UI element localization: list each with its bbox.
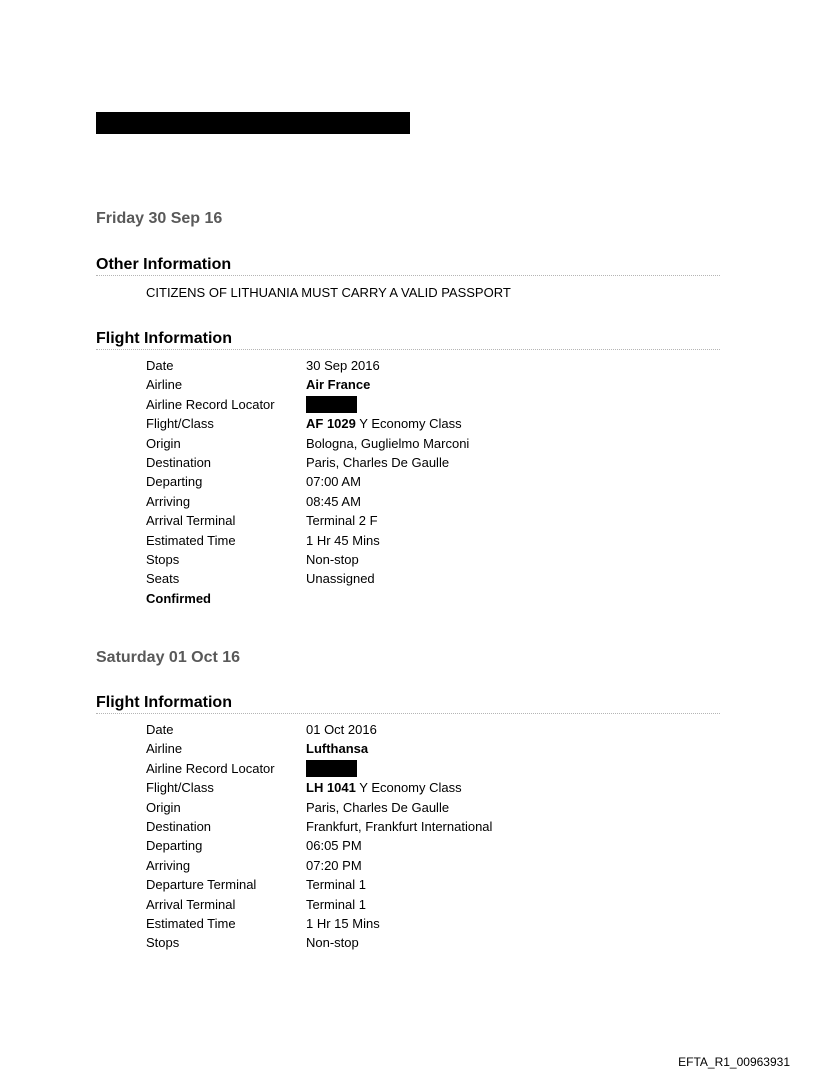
estimated-time-label: Estimated Time bbox=[146, 532, 236, 548]
flight-class-label: Flight/Class bbox=[146, 780, 214, 796]
row-flight-class bbox=[146, 414, 566, 433]
flight-number: LH 1041 bbox=[306, 780, 356, 796]
redacted-header-bar bbox=[96, 112, 410, 134]
row-status bbox=[146, 589, 566, 608]
flight-details-1 bbox=[146, 356, 566, 608]
row-estimated-time bbox=[146, 531, 566, 550]
row-arrival-terminal bbox=[146, 895, 566, 914]
locator-label: Airline Record Locator bbox=[146, 396, 275, 412]
row-origin bbox=[146, 434, 566, 453]
arrival-terminal-value: Terminal 1 bbox=[306, 896, 366, 912]
redacted-locator bbox=[306, 396, 357, 413]
stops-value: Non-stop bbox=[306, 551, 359, 567]
departing-label: Departing bbox=[146, 838, 203, 854]
other-info-heading: Other Information bbox=[96, 255, 720, 276]
document-id: EFTA_R1_00963931 bbox=[678, 1055, 790, 1069]
airline-label: Airline bbox=[146, 377, 183, 393]
seats-label: Seats bbox=[146, 571, 180, 587]
row-destination bbox=[146, 817, 566, 836]
row-origin bbox=[146, 798, 566, 817]
stops-label: Stops bbox=[146, 551, 180, 567]
arrival-terminal-value: Terminal 2 F bbox=[306, 513, 378, 529]
row-locator bbox=[146, 395, 566, 414]
row-departing bbox=[146, 836, 566, 855]
row-stops bbox=[146, 550, 566, 569]
row-arriving bbox=[146, 856, 566, 875]
flight-number: AF 1029 bbox=[306, 416, 356, 432]
origin-value: Bologna, Guglielmo Marconi bbox=[306, 435, 470, 451]
arriving-label: Arriving bbox=[146, 493, 191, 509]
flight-details-2 bbox=[146, 720, 566, 953]
estimated-time-value: 1 Hr 15 Mins bbox=[306, 915, 380, 931]
arrival-terminal-label: Arrival Terminal bbox=[146, 513, 236, 529]
estimated-time-value: 1 Hr 45 Mins bbox=[306, 532, 380, 548]
departing-value: 06:05 PM bbox=[306, 838, 362, 854]
destination-value: Paris, Charles De Gaulle bbox=[306, 454, 450, 470]
class-value: Y Economy Class bbox=[359, 416, 462, 432]
flight-info-heading-2: Flight Information bbox=[96, 693, 720, 714]
redacted-locator bbox=[306, 760, 357, 777]
day-heading-2: Saturday 01 Oct 16 bbox=[96, 649, 241, 666]
departing-value: 07:00 AM bbox=[306, 474, 361, 490]
date-value: 30 Sep 2016 bbox=[306, 358, 380, 373]
arriving-label: Arriving bbox=[146, 857, 191, 873]
row-airline bbox=[146, 375, 566, 394]
row-destination bbox=[146, 453, 566, 472]
arrival-terminal-label: Arrival Terminal bbox=[146, 896, 236, 912]
airline-label: Airline bbox=[146, 741, 183, 757]
row-locator bbox=[146, 759, 566, 778]
passport-note: CITIZENS OF LITHUANIA MUST CARRY A VALID PASSPORT bbox=[146, 285, 511, 300]
arriving-value: 07:20 PM bbox=[306, 857, 362, 873]
destination-value: Frankfurt, Frankfurt International bbox=[306, 818, 493, 834]
departure-terminal-label: Departure Terminal bbox=[146, 877, 257, 893]
airline-value: Lufthansa bbox=[306, 741, 369, 757]
origin-label: Origin bbox=[146, 435, 181, 451]
origin-label: Origin bbox=[146, 799, 181, 815]
departing-label: Departing bbox=[146, 474, 203, 490]
destination-label: Destination bbox=[146, 454, 212, 470]
estimated-time-label: Estimated Time bbox=[146, 915, 236, 931]
row-departure-terminal bbox=[146, 875, 566, 894]
date-value: 01 Oct 2016 bbox=[306, 722, 377, 737]
seats-value: Unassigned bbox=[306, 571, 375, 587]
row-arrival-terminal bbox=[146, 511, 566, 530]
day-heading-1: Friday 30 Sep 16 bbox=[96, 210, 223, 227]
row-airline bbox=[146, 739, 566, 758]
row-flight-class bbox=[146, 778, 566, 797]
locator-label: Airline Record Locator bbox=[146, 760, 275, 776]
row-seats bbox=[146, 569, 566, 588]
flight-class-label: Flight/Class bbox=[146, 416, 214, 432]
flight-info-heading-1: Flight Information bbox=[96, 329, 720, 350]
date-label: Date bbox=[146, 722, 174, 737]
stops-value: Non-stop bbox=[306, 935, 359, 951]
stops-label: Stops bbox=[146, 935, 180, 951]
destination-label: Destination bbox=[146, 818, 212, 834]
row-estimated-time bbox=[146, 914, 566, 933]
row-departing bbox=[146, 472, 566, 491]
row-stops bbox=[146, 933, 566, 952]
airline-value: Air France bbox=[306, 377, 371, 393]
class-value: Y Economy Class bbox=[359, 780, 462, 796]
origin-value: Paris, Charles De Gaulle bbox=[306, 799, 450, 815]
row-date bbox=[146, 720, 566, 739]
booking-status: Confirmed bbox=[146, 590, 211, 606]
row-date bbox=[146, 356, 566, 375]
arriving-value: 08:45 AM bbox=[306, 493, 361, 509]
date-label: Date bbox=[146, 358, 174, 373]
row-arriving bbox=[146, 492, 566, 511]
departure-terminal-value: Terminal 1 bbox=[306, 877, 366, 893]
